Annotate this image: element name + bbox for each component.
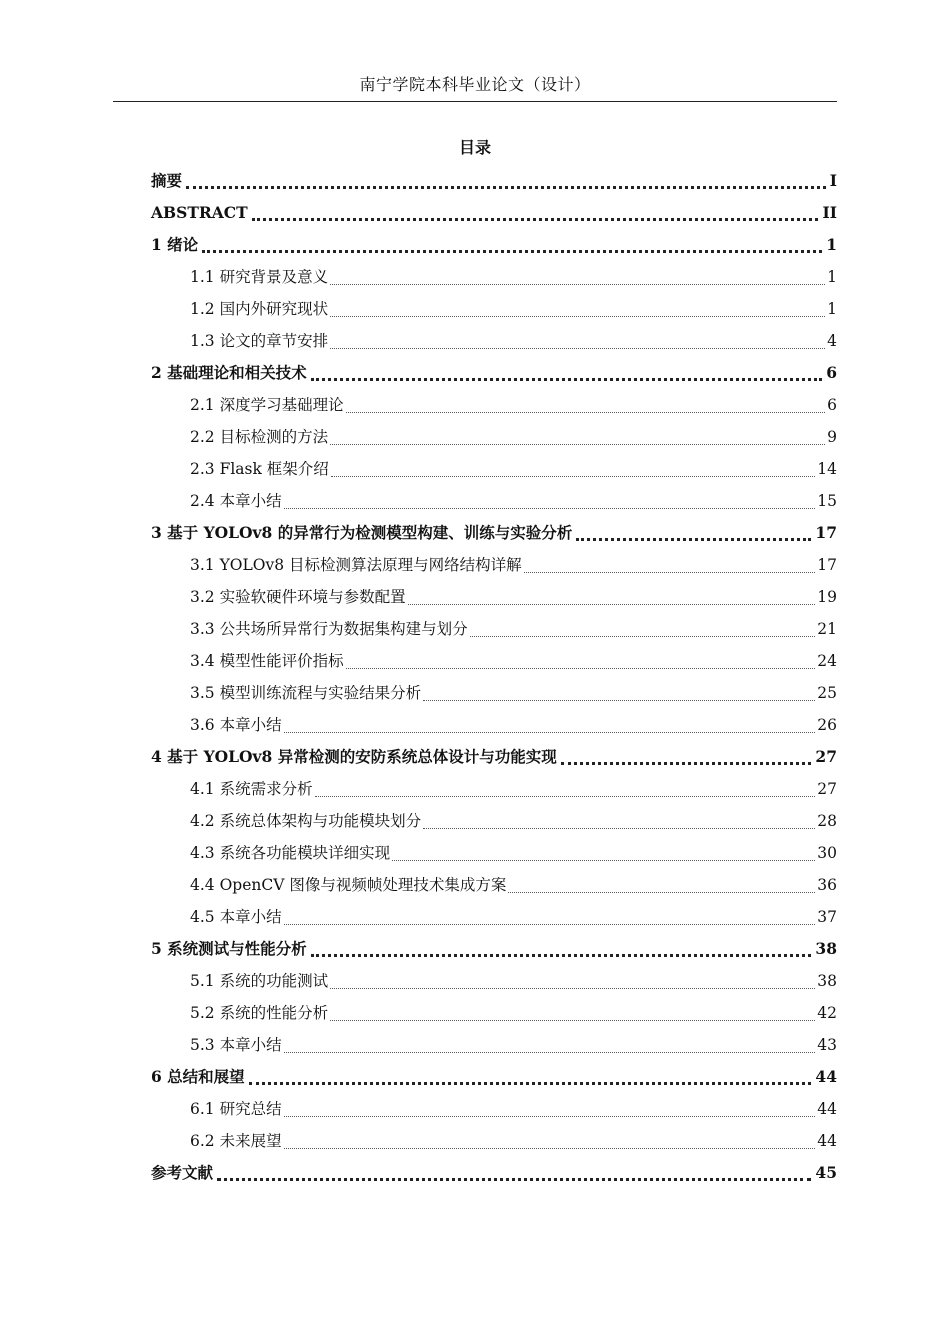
- dot-leader: [576, 538, 811, 541]
- toc-entry-page: 26: [817, 716, 837, 734]
- dot-leader: [508, 892, 815, 893]
- toc-entry-page: 21: [817, 620, 837, 638]
- toc-entry-page: 14: [817, 460, 837, 478]
- toc-entry-page: I: [829, 171, 837, 190]
- toc-entry-page: 44: [817, 1100, 837, 1118]
- toc-entry-page: 28: [817, 812, 837, 830]
- toc-entry-page: 17: [817, 556, 837, 574]
- dot-leader: [284, 508, 816, 509]
- toc-section-entry[interactable]: [151, 613, 837, 645]
- toc-entry-page: 6: [827, 396, 837, 414]
- toc-chapter-entry[interactable]: [151, 517, 837, 549]
- toc-entry-label: 5.1 系统的功能测试: [190, 972, 329, 990]
- dot-leader: [524, 572, 816, 573]
- toc-entry-label: ABSTRACT: [151, 203, 248, 222]
- toc-entry-page: 45: [815, 1163, 837, 1182]
- toc-entry-label: 2.4 本章小结: [190, 492, 282, 510]
- toc-entry-page: 19: [817, 588, 837, 606]
- toc-chapter-entry[interactable]: [151, 1061, 837, 1093]
- toc-entry-page: 44: [815, 1067, 837, 1086]
- toc-entry-label: 摘要: [151, 171, 183, 190]
- toc-entry-page: II: [822, 203, 837, 222]
- toc-entry-page: 15: [817, 492, 837, 510]
- dot-leader: [186, 186, 826, 189]
- toc-entry-label: 5 系统测试与性能分析: [151, 939, 307, 958]
- toc-section-entry[interactable]: [151, 773, 837, 805]
- toc-entry-label: 5.2 系统的性能分析: [190, 1004, 329, 1022]
- toc-entry-label: 2.1 深度学习基础理论: [190, 396, 344, 414]
- dot-leader: [392, 860, 815, 861]
- dot-leader: [202, 250, 822, 253]
- toc-entry-page: 25: [817, 684, 837, 702]
- toc-entry-page: 43: [817, 1036, 837, 1054]
- toc-section-entry[interactable]: [151, 389, 837, 421]
- toc-entry-page: 4: [827, 332, 837, 350]
- toc-entry-page: 1: [826, 235, 837, 254]
- dot-leader: [330, 316, 825, 317]
- toc-section-entry[interactable]: [151, 901, 837, 933]
- toc-section-entry[interactable]: [151, 549, 837, 581]
- page-header: 南宁学院本科毕业论文（设计）: [359, 75, 591, 94]
- toc-entry-label: 参考文献: [151, 1163, 214, 1182]
- toc-chapter-entry[interactable]: [151, 357, 837, 389]
- toc-section-entry[interactable]: [151, 645, 837, 677]
- toc-entry-label: 2 基础理论和相关技术: [151, 363, 307, 382]
- toc-section-entry[interactable]: [151, 709, 837, 741]
- toc-entry-label: 4.5 本章小结: [190, 908, 282, 926]
- toc-entry-label: 4 基于 YOLOv8 异常检测的安防系统总体设计与功能实现: [151, 747, 557, 766]
- toc-entry-label: 1 绪论: [151, 235, 199, 254]
- toc-entry-label: 3 基于 YOLOv8 的异常行为检测模型构建、训练与实验分析: [151, 523, 573, 542]
- dot-leader: [284, 924, 816, 925]
- dot-leader: [330, 444, 825, 445]
- toc-entry-label: 2.2 目标检测的方法: [190, 428, 329, 446]
- toc-entry-page: 1: [827, 300, 837, 318]
- dot-leader: [331, 476, 815, 477]
- toc-entry-label: 1.1 研究背景及意义: [190, 268, 329, 286]
- toc-entry-label: 4.3 系统各功能模块详细实现: [190, 844, 391, 862]
- dot-leader: [330, 988, 815, 989]
- toc-chapter-entry[interactable]: [151, 741, 837, 773]
- toc-entry-page: 30: [817, 844, 837, 862]
- dot-leader: [423, 700, 815, 701]
- toc-section-entry[interactable]: [151, 485, 837, 517]
- toc-entry-label: 3.3 公共场所异常行为数据集构建与划分: [190, 620, 468, 638]
- toc-entry-page: 27: [815, 747, 837, 766]
- toc-section-entry[interactable]: [151, 1125, 837, 1157]
- toc-entry-label: 5.3 本章小结: [190, 1036, 282, 1054]
- toc-entry-page: 38: [817, 972, 837, 990]
- toc-entry-page: 24: [817, 652, 837, 670]
- table-of-contents: [151, 165, 837, 1189]
- toc-entry-label: 3.5 模型训练流程与实验结果分析: [190, 684, 422, 702]
- dot-leader: [217, 1178, 811, 1181]
- toc-section-entry[interactable]: [151, 261, 837, 293]
- toc-entry-page: 27: [817, 780, 837, 798]
- dot-leader: [315, 796, 816, 797]
- toc-entry-label: 4.4 OpenCV 图像与视频帧处理技术集成方案: [190, 876, 507, 894]
- toc-entry-page: 36: [817, 876, 837, 894]
- toc-entry-label: 3.1 YOLOv8 目标检测算法原理与网络结构详解: [190, 556, 522, 574]
- toc-section-entry[interactable]: [151, 1029, 837, 1061]
- dot-leader: [284, 732, 816, 733]
- dot-leader: [423, 828, 815, 829]
- dot-leader: [330, 348, 825, 349]
- toc-chapter-entry[interactable]: [151, 933, 837, 965]
- dot-leader: [561, 762, 812, 765]
- dot-leader: [330, 1020, 815, 1021]
- toc-section-entry[interactable]: [151, 965, 837, 997]
- toc-entry-page: 1: [827, 268, 837, 286]
- header-rule: [113, 101, 837, 102]
- toc-section-entry[interactable]: [151, 421, 837, 453]
- dot-leader: [408, 604, 816, 605]
- toc-entry-label: 6.2 未来展望: [190, 1132, 282, 1150]
- dot-leader: [346, 412, 826, 413]
- dot-leader: [284, 1116, 816, 1117]
- dot-leader: [346, 668, 816, 669]
- toc-entry-page: 38: [815, 939, 837, 958]
- toc-entry-page: 37: [817, 908, 837, 926]
- toc-chapter-entry[interactable]: [151, 197, 837, 229]
- dot-leader: [330, 284, 825, 285]
- dot-leader: [284, 1052, 816, 1053]
- toc-section-entry[interactable]: [151, 997, 837, 1029]
- toc-entry-label: 6 总结和展望: [151, 1067, 245, 1086]
- dot-leader: [252, 218, 819, 221]
- toc-entry-label: 2.3 Flask 框架介绍: [190, 460, 329, 478]
- toc-entry-page: 17: [815, 523, 837, 542]
- toc-entry-label: 4.2 系统总体架构与功能模块划分: [190, 812, 422, 830]
- toc-section-entry[interactable]: [151, 581, 837, 613]
- dot-leader: [311, 954, 812, 957]
- toc-title: 目录: [458, 138, 491, 157]
- toc-section-entry[interactable]: [151, 293, 837, 325]
- toc-section-entry[interactable]: [151, 453, 837, 485]
- toc-entry-label: 3.4 模型性能评价指标: [190, 652, 344, 670]
- toc-chapter-entry[interactable]: [151, 229, 837, 261]
- toc-chapter-entry[interactable]: [151, 165, 837, 197]
- toc-section-entry[interactable]: [151, 869, 837, 901]
- toc-section-entry[interactable]: [151, 1093, 837, 1125]
- dot-leader: [284, 1148, 816, 1149]
- toc-entry-label: 6.1 研究总结: [190, 1100, 282, 1118]
- toc-entry-label: 4.1 系统需求分析: [190, 780, 313, 798]
- toc-section-entry[interactable]: [151, 805, 837, 837]
- dot-leader: [311, 378, 823, 381]
- toc-entry-page: 42: [817, 1004, 837, 1022]
- dot-leader: [249, 1082, 812, 1085]
- toc-section-entry[interactable]: [151, 325, 837, 357]
- toc-entry-label: 1.2 国内外研究现状: [190, 300, 329, 318]
- toc-chapter-entry[interactable]: [151, 1157, 837, 1189]
- toc-entry-page: 9: [827, 428, 837, 446]
- toc-entry-page: 44: [817, 1132, 837, 1150]
- toc-section-entry[interactable]: [151, 677, 837, 709]
- toc-entry-label: 3.6 本章小结: [190, 716, 282, 734]
- dot-leader: [470, 636, 816, 637]
- toc-entry-page: 6: [826, 363, 837, 382]
- toc-entry-label: 1.3 论文的章节安排: [190, 332, 329, 350]
- toc-section-entry[interactable]: [151, 837, 837, 869]
- toc-entry-label: 3.2 实验软硬件环境与参数配置: [190, 588, 406, 606]
